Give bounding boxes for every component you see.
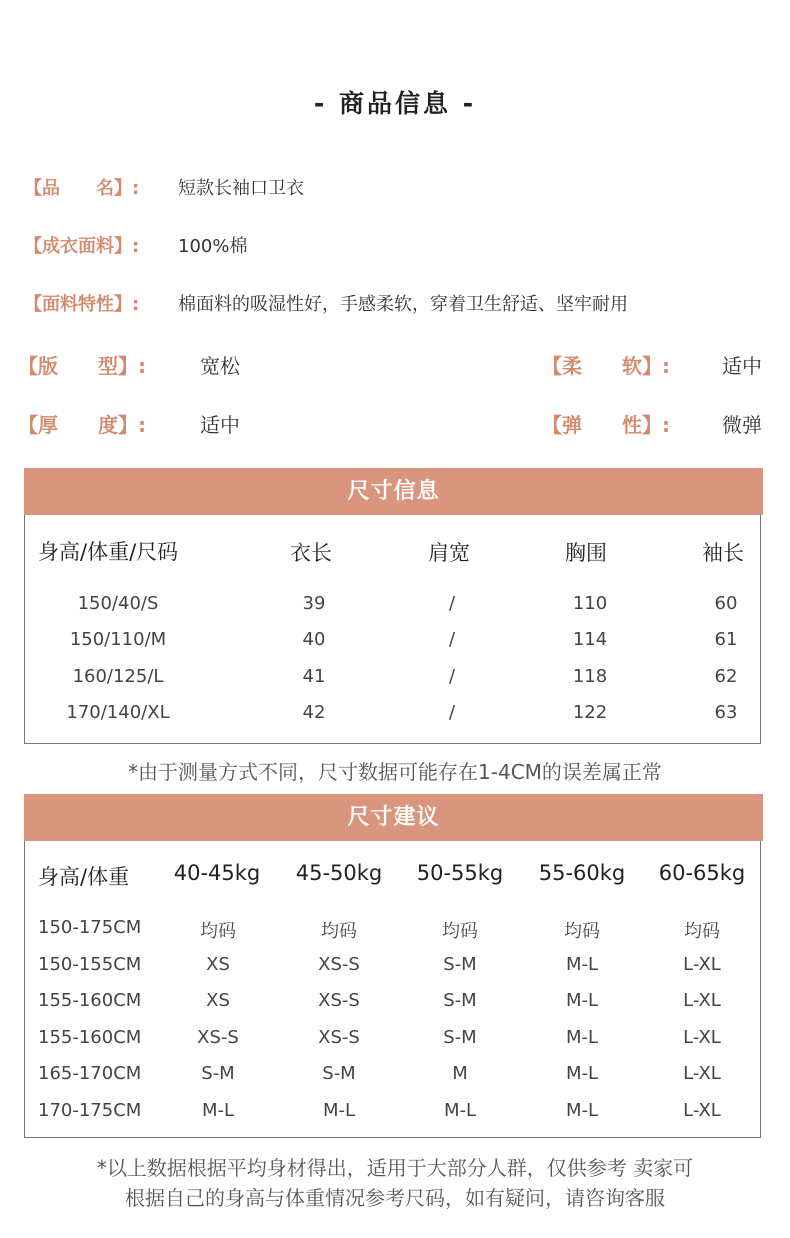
size-advice-cell: S-M <box>201 1063 235 1084</box>
softness-value: 适中 <box>722 354 762 378</box>
size-info-cell: 41 <box>302 666 326 687</box>
size-info-cell: 170/140/XL <box>66 702 170 723</box>
fit-label: 【版 型】: <box>18 354 146 378</box>
size-info-cell: 62 <box>714 666 738 687</box>
size-advice-note-line1: *以上数据根据平均身材得出，适用于大部分人群，仅供参考 卖家可 <box>96 1156 694 1180</box>
size-advice-title: 尺寸建议 <box>24 794 763 841</box>
size-info-header: 袖长 <box>702 541 744 565</box>
size-info-header: 衣长 <box>290 541 332 565</box>
size-info-cell: 42 <box>302 702 326 723</box>
size-advice-cell: S-M <box>443 990 477 1011</box>
size-advice-cell: M-L <box>565 1027 599 1048</box>
size-advice-cell: XS-S <box>318 954 360 975</box>
size-info-header: 身高/体重/尺码 <box>38 540 179 564</box>
size-advice-cell: L-XL <box>683 990 721 1011</box>
size-info-cell: 110 <box>572 593 608 614</box>
size-advice-cell: L-XL <box>683 1027 721 1048</box>
size-advice-cell: M-L <box>322 1100 356 1121</box>
size-info-cell: / <box>448 629 456 650</box>
size-advice-note-line2: 根据自己的身高与体重情况参考尺码，如有疑问，请咨询客服 <box>125 1186 665 1210</box>
page-title: - 商品信息 - <box>313 89 477 118</box>
size-advice-cell: XS <box>206 954 230 975</box>
size-advice-cell: L-XL <box>683 954 721 975</box>
size-advice-cell: 150-155CM <box>38 954 142 975</box>
thickness-value: 适中 <box>200 413 240 437</box>
size-advice-cell: 155-160CM <box>38 1027 142 1048</box>
size-info-header: 胸围 <box>565 541 607 565</box>
size-info-title: 尺寸信息 <box>24 468 763 515</box>
size-advice-cell: L-XL <box>683 1063 721 1084</box>
thickness-label: 【厚 度】: <box>18 413 146 437</box>
features-value: 棉面料的吸湿性好，手感柔软，穿着卫生舒适、坚牢耐用 <box>178 294 628 315</box>
size-advice-cell: 均码 <box>200 921 236 942</box>
size-info-cell: / <box>448 702 456 723</box>
size-advice-cell: M-L <box>565 1063 599 1084</box>
size-advice-cell: XS-S <box>318 1027 360 1048</box>
size-advice-cell: M-L <box>443 1100 477 1121</box>
softness-label: 【柔 软】: <box>542 354 670 378</box>
size-advice-cell: 均码 <box>684 921 720 942</box>
size-advice-header: 45-50kg <box>295 861 383 885</box>
size-advice-cell: XS <box>206 990 230 1011</box>
size-info-cell: 114 <box>572 629 608 650</box>
size-info-cell: / <box>448 666 456 687</box>
size-advice-cell: S-M <box>322 1063 356 1084</box>
size-info-cell: 40 <box>302 629 326 650</box>
features-label: 【面料特性】: <box>24 294 140 315</box>
size-advice-cell: 均码 <box>442 921 478 942</box>
size-advice-cell: M-L <box>565 1100 599 1121</box>
fabric-label: 【成衣面料】: <box>24 236 140 257</box>
name-value: 短款长袖口卫衣 <box>178 178 304 199</box>
size-advice-header: 55-60kg <box>538 861 626 885</box>
size-advice-cell: 165-170CM <box>38 1063 142 1084</box>
name-label: 【品 名】: <box>24 178 140 199</box>
size-info-cell: 150/110/M <box>69 629 167 650</box>
size-advice-header: 50-55kg <box>416 861 504 885</box>
size-advice-cell: 150-175CM <box>38 917 142 938</box>
size-info-header: 肩宽 <box>428 541 470 565</box>
size-advice-cell: M-L <box>565 954 599 975</box>
size-advice-cell: M <box>452 1063 468 1084</box>
elasticity-label: 【弹 性】: <box>542 413 670 437</box>
size-info-note: *由于测量方式不同，尺寸数据可能存在1-4CM的误差属正常 <box>128 760 662 784</box>
size-info-cell: 61 <box>714 629 738 650</box>
size-info-cell: 60 <box>714 593 738 614</box>
size-info-cell: 150/40/S <box>77 593 159 614</box>
size-info-cell: / <box>448 593 456 614</box>
elasticity-value: 微弹 <box>722 413 762 437</box>
size-info-cell: 160/125/L <box>72 666 164 687</box>
size-info-cell: 63 <box>714 702 738 723</box>
size-advice-cell: 170-175CM <box>38 1100 142 1121</box>
size-advice-cell: S-M <box>443 1027 477 1048</box>
size-advice-header: 40-45kg <box>173 861 261 885</box>
size-advice-cell: M-L <box>201 1100 235 1121</box>
size-info-cell: 118 <box>572 666 608 687</box>
size-advice-cell: M-L <box>565 990 599 1011</box>
fit-value: 宽松 <box>200 354 240 378</box>
size-advice-cell: XS-S <box>197 1027 239 1048</box>
size-advice-cell: XS-S <box>318 990 360 1011</box>
fabric-value: 100%棉 <box>178 236 248 257</box>
size-advice-cell: S-M <box>443 954 477 975</box>
size-advice-cell: 155-160CM <box>38 990 142 1011</box>
size-advice-cell: 均码 <box>321 921 357 942</box>
size-advice-header: 60-65kg <box>658 861 746 885</box>
size-info-cell: 39 <box>302 593 326 614</box>
size-advice-cell: 均码 <box>564 921 600 942</box>
size-advice-header: 身高/体重 <box>38 865 130 889</box>
size-info-cell: 122 <box>572 702 608 723</box>
size-advice-cell: L-XL <box>683 1100 721 1121</box>
